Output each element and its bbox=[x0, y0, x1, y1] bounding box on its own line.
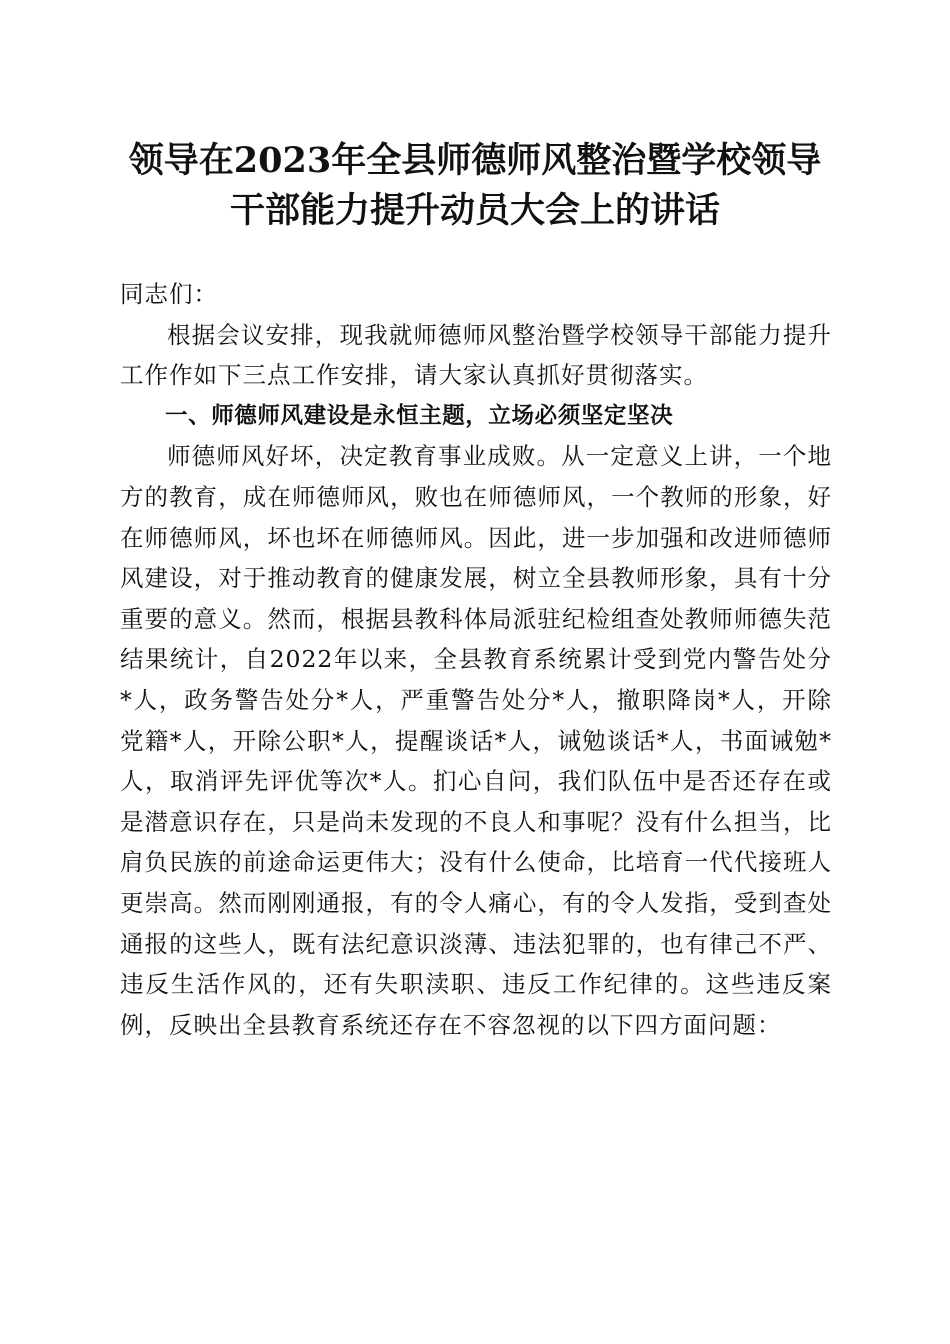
title-line-2: 干部能力提升动员大会上的讲话 bbox=[229, 190, 720, 231]
document-title bbox=[100, 136, 850, 236]
section-1-paragraph: 师德师风好坏，决定教育事业成败。从一定意义上讲，一个地方的教育，成在师德师风，败也在师德师风，一个教师的形象，好在师德师风，坏也坏在师德师风。因此，进一步加强和改进师德师风建设，对于推动教育的健康发展，树立全县教师形象，具有十分重要的意义。然而，根据县教科体局派驻纪检组查处教师师德失范结果统计，自2022年以来，全县教育系统累计受到党内警告处分*人，政务警告处分*人，严重警告处分*人，撤职降岗*人，开除党籍*人，开除公职*人，提醒谈话*人，诫勉谈话*人，书面诫勉*人，取消评先评优等次*人。扪心自问，我们队伍中是否还存在或是潜意识存在，只是尚未发现的不良人和事呢？没有什么担当，比肩负民族的前途命运更伟大；没有什么使命，比培育一代代接班人更崇高。然而刚刚通报，有的令人痛心，有的令人发指，受到查处通报的这些人，既有法纪意识淡薄、违法犯罪的，也有律己不严、违反生活作风的，还有失职渎职、违反工作纪律的。这些违反案例，反映出全县教育系统还存在不容忽视的以下四方面问题： bbox=[120, 442, 832, 1039]
section-1-heading: 一、师德师风建设是永恒主题，立场必须坚定坚决 bbox=[165, 402, 674, 429]
document-body bbox=[120, 274, 832, 1045]
intro-paragraph: 根据会议安排，现我就师德师风整治暨学校领导干部能力提升工作作如下三点工作安排，请大家认真抓好贯彻落实。 bbox=[120, 320, 832, 390]
greeting: 同志们： bbox=[120, 280, 218, 308]
title-line-1: 领导在2023年全县师德师风整治暨学校领导 bbox=[128, 140, 822, 181]
